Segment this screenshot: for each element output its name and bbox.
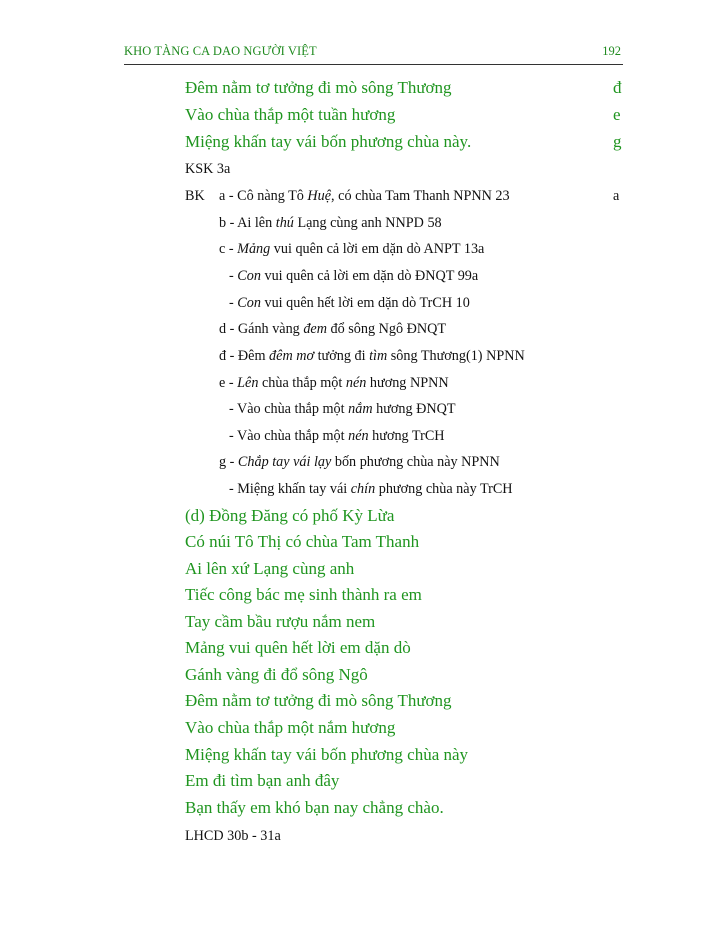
verse-line: (d) Đồng Đăng có phố Kỳ Lừa	[185, 506, 395, 525]
verse-line: Tay cầm bầu rượu nắm nem	[185, 612, 376, 631]
variants-label: BK	[185, 188, 205, 204]
variant-e-alt: - Vào chùa thắp một nắm hương ĐNQT	[229, 401, 456, 417]
verse-line: Có núi Tô Thị có chùa Tam Thanh	[185, 532, 420, 551]
margin-letter: đ	[613, 78, 622, 97]
page-number: 192	[602, 44, 621, 58]
book-title: KHO TÀNG CA DAO NGƯỜI VIỆT	[124, 44, 317, 58]
variant-c-alt: - Con vui quên hết lời em dặn dò TrCH 10	[229, 295, 470, 311]
variant-b: b - Ai lên thú Lạng cùng anh NNPD 58	[219, 215, 442, 231]
verse-line: Mảng vui quên hết lời em dặn dò	[185, 638, 411, 657]
verse-line: Đêm nằm tơ tưởng đi mò sông Thương	[185, 691, 452, 710]
verse-line: Đêm nằm tơ tưởng đi mò sông Thương	[185, 78, 452, 97]
verse-line: Bạn thấy em khó bạn nay chẳng chào.	[185, 798, 444, 817]
source-reference: KSK 3a	[185, 161, 231, 177]
variant-c: c - Mảng vui quên cả lời em dặn dò ANPT 13a	[219, 241, 485, 257]
variant-c-alt: - Con vui quên cả lời em dặn dò ĐNQT 99a	[229, 268, 479, 284]
variant-e-alt: - Vào chùa thắp một nén hương TrCH	[229, 428, 445, 444]
verse-line: Miệng khấn tay vái bốn phương chùa này.	[185, 132, 472, 151]
variant-g: g - Chắp tay vái lạy bốn phương chùa này NPNN	[219, 454, 500, 470]
margin-letter: g	[613, 132, 622, 151]
variant-g-alt: - Miệng khấn tay vái chín phương chùa này TrCH	[229, 481, 513, 497]
variant-e: e - Lên chùa thắp một nén hương NPNN	[219, 375, 449, 391]
source-reference: LHCD 30b - 31a	[185, 828, 281, 844]
margin-letter: a	[613, 188, 620, 204]
verse-line: Tiếc công bác mẹ sinh thành ra em	[185, 585, 422, 604]
verse-line: Vào chùa thắp một nắm hương	[185, 718, 396, 737]
margin-letter: e	[613, 105, 621, 124]
verse-line: Miệng khấn tay vái bốn phương chùa này	[185, 745, 469, 764]
variant-d: d - Gánh vàng đem đổ sông Ngô ĐNQT	[219, 321, 446, 337]
verse-line: Ai lên xứ Lạng cùng anh	[185, 559, 355, 578]
verse-line: Vào chùa thắp một tuần hương	[185, 105, 396, 124]
running-header	[124, 44, 623, 65]
variant-a: a - Cô nàng Tô Huệ, có chùa Tam Thanh NPNN 23	[219, 188, 510, 204]
verse-line: Em đi tìm bạn anh đây	[185, 771, 340, 790]
verse-line: Gánh vàng đi đổ sông Ngô	[185, 665, 368, 684]
variant-dd: đ - Đêm đêm mơ tưởng đi tìm sông Thương(1) NPNN	[219, 348, 525, 364]
